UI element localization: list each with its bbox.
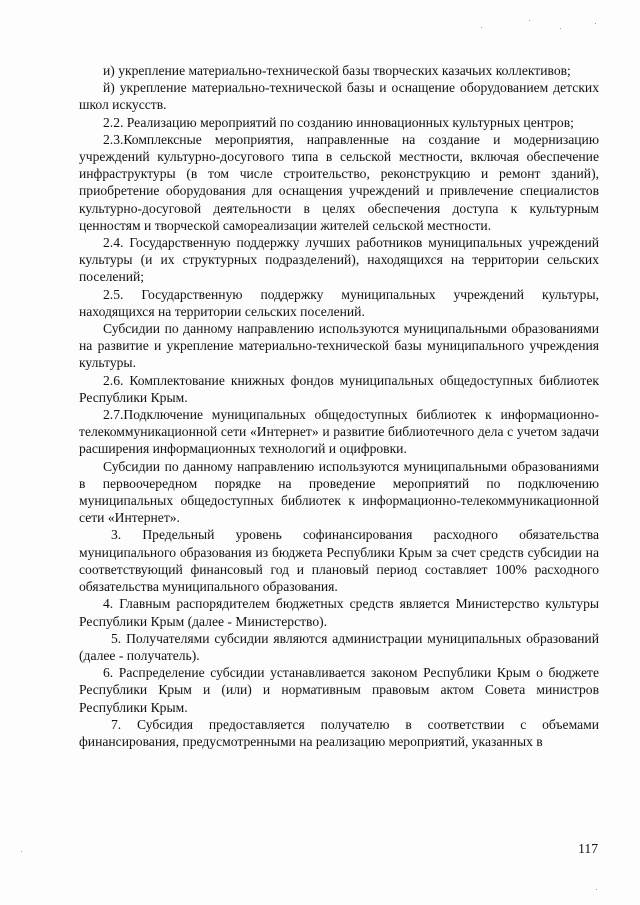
paragraph-4: 4. Главным распорядителем бюджетных средств является Министерство культуры Республики Крым (далее - Министерство). xyxy=(79,596,599,629)
paragraph-2-2: 2.2. Реализацию мероприятий по созданию инновационных культурных центров; xyxy=(103,114,574,130)
scan-speck xyxy=(481,27,482,28)
paragraph-2-4: 2.4. Государственную поддержку лучших работников муниципальных учреждений культуры (и их структурных подразделений), находящихся на территории сельских поселений; xyxy=(79,235,599,285)
paragraph-subsidy-libraries: Субсидии по данному направлению используются муниципальными образованиями в первоочередном порядке на проведение мероприятий по подключению муниципальных общедоступных библиотек к информационно-телекоммуникационной сети «Интернет». xyxy=(79,458,599,526)
paragraph-5: 5. Получателями субсидии являются администрации муниципальных образований (далее - получатель). xyxy=(79,630,599,663)
paragraph-7: 7. Субсидия предоставляется получателю в соответствии с объемами финансирования, предусмотренными на реализацию мероприятий, указанных в xyxy=(79,716,599,749)
paragraph-subsidy-culture: Субсидии по данному направлению используются муниципальными образованиями на развитие и укрепление материально-технической базы муниципального учреждения культуры. xyxy=(79,321,599,371)
paragraph-2-5: 2.5. Государственную поддержку муниципальных учреждений культуры, находящихся на территории сельских поселений. xyxy=(79,286,599,319)
paragraph-2-6: 2.6. Комплектование книжных фондов муниципальных общедоступных библиотек Республики Крым. xyxy=(79,372,599,405)
scan-speck xyxy=(21,851,22,852)
paragraph-item-y: й) укрепление материально-технической базы и оснащение оборудованием детских школ искусств. xyxy=(79,80,599,113)
paragraph-2-7: 2.7.Подключение муниципальных общедоступных библиотек к информационно-телекоммуникационной сети «Интернет» и развитие библиотечного дела с учетом задачи расширения информационных технологий и оцифровки. xyxy=(79,407,599,457)
paragraph-6: 6. Распределение субсидии устанавливается законом Республики Крым о бюджете Республики Крым и (или) и нормативным правовым актом Совета министров Республики Крым. xyxy=(79,665,599,715)
document-body xyxy=(79,62,599,750)
scan-speck xyxy=(529,20,530,21)
scan-speck xyxy=(596,889,597,890)
page-number: 117 xyxy=(578,841,598,856)
paragraph-3: 3. Предельный уровень софинансирования расходного обязательства муниципального образования из бюджета Республики Крым за счет средств субсидии на соответствующий финансовый год и плановый период составляет 100% расходного обязательства муниципального образования. xyxy=(79,527,599,595)
scan-speck xyxy=(595,23,596,24)
paragraph-2-3: 2.3.Комплексные мероприятия, направленные на создание и модернизацию учреждений культурно-досугового типа в сельской местности, включая обеспечение инфраструктуры (в том числе строительство, реконструкцию и ремонт зданий), приобретение оборудования для оснащения учреждений и привлечение специалистов культурно-досуговой деятельности в целях обеспечения доступа к культурным ценностям и творческой самореализации жителей сельской местности. xyxy=(79,131,599,233)
paragraph-item-i: и) укрепление материально-технической базы творческих казачьих коллективов; xyxy=(103,63,571,78)
scan-speck xyxy=(560,28,561,29)
